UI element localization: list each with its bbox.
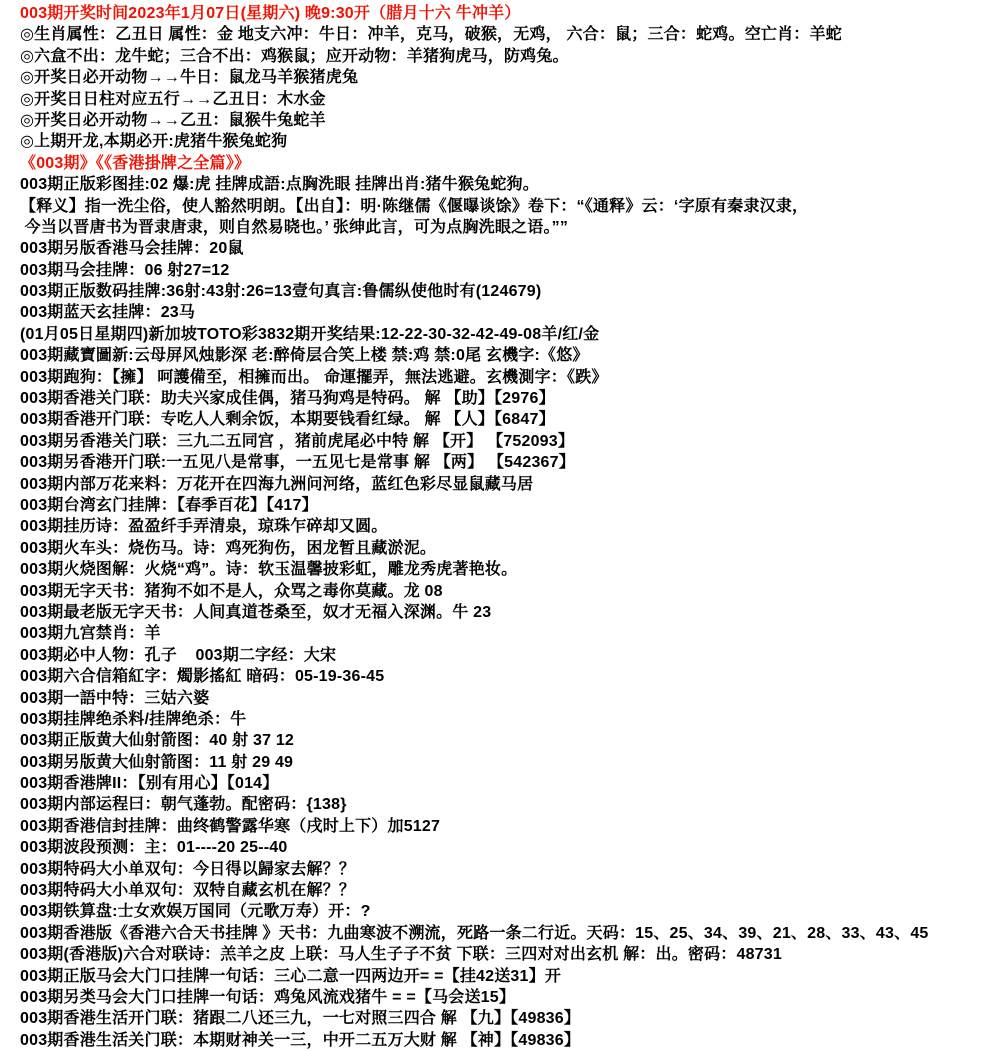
text-line: ◎开奖日必开动物→→乙丑：鼠猴牛兔蛇羊 xyxy=(20,111,326,129)
text-line: 003期正版数码挂牌:36射:43射:26=13壹句真言:鲁儒纵使他时有(124679) xyxy=(20,283,542,301)
text-line: 003期香港生活关门联：本期财神关一三，中开二五万大财 解 【神】【49836】 xyxy=(20,1031,581,1049)
text-line: 003期藏寶圖新:云母屏风烛影深 老:醉倚层合笑上楼 禁:鸡 禁:0尾 玄機字:《悠》 xyxy=(20,347,589,365)
text-line: 003期挂历诗：盈盈纤手弄清泉，琼珠乍碎却又圆。 xyxy=(20,518,388,536)
text-line: ◎开奖日必开动物→→牛日：鼠龙马羊猴猪虎兔 xyxy=(20,69,359,87)
highlight-title-line: 003期开奖时间2023年1月07日(星期六) 晚9:30开（腊月十六 牛冲羊） xyxy=(20,5,521,22)
text-line: 003期香港开门联：专吃人人剩余饭，本期要钱看红绿。 解 【人】【6847】 xyxy=(20,411,555,429)
text-line: 003期必中人物：孔子 003期二字经：大宋 xyxy=(20,646,337,664)
text-line: 003期跑狗：【擁】 呵護備至，相擁而出。 命運擺弄，無法逃避。玄機測字：《跌》 xyxy=(20,368,608,386)
text-line: 003期正版马会大门口挂牌一句话：三心二意一四两边开= =【挂42送31】开 xyxy=(20,967,562,985)
text-line: 003期挂牌绝杀料/挂牌绝杀：牛 xyxy=(20,710,247,728)
text-line: ◎上期开龙,本期必开:虎猪牛猴兔蛇狗 xyxy=(20,133,288,151)
text-line: 003期(香港版)六合对联诗：羔羊之皮 上联：马人生子子不贫 下联：三四对对出玄机 解：出。密码：48731 xyxy=(20,946,782,964)
text-line: ◎生肖属性：乙丑日 属性：金 地支六冲：牛日：冲羊，克马，破猴，无鸡， 六合：鼠；三合：蛇鸡。空亡肖：羊蛇 xyxy=(20,26,842,44)
text-line: 003期正版彩图挂:02 爆:虎 挂牌成語:点胸洗眼 挂牌出肖:猪牛猴兔蛇狗。 xyxy=(20,176,539,194)
text-line: 003期最老版无字天书：人间真道苍桑至，奴才无福入深渊。牛 23 xyxy=(20,603,492,621)
text-line: 003期铁算盘:士女欢娱万国同（元歌万寿）开：? xyxy=(20,903,371,921)
text-line: 003期另版香港马会挂牌：20鼠 xyxy=(20,240,244,258)
text-line: (01月05日星期四)新加坡TOTO彩3832期开奖结果:12-22-30-32-42-49-08羊/红/金 xyxy=(20,325,600,343)
text-line: 003期内部运程曰：朝气蓬勃。配密码：{138} xyxy=(20,796,347,814)
highlight-title-line: 《003期》《《香港掛牌之全篇》》 xyxy=(20,154,251,172)
text-line: 003期另版黄大仙射箭图：11 射 29 49 xyxy=(20,753,294,771)
text-line: 003期九宫禁肖：羊 xyxy=(20,625,161,643)
text-line: 003期另类马会大门口挂牌一句话：鸡兔风流戏猪牛 = =【马会送15】 xyxy=(20,988,516,1006)
text-line: 003期六合信箱紅字：燭影搖紅 暗码：05-19-36-45 xyxy=(20,668,385,686)
text-line: 003期香港版《香港六合天书挂牌 》天书：九曲寒波不溯流，死路一条二行近。天码：15、25、34、39、21、28、33、43、45 xyxy=(20,924,929,942)
text-line: 003期火烧图解：火烧“鸡”。诗：软玉温馨披彩虹，雕龙秀虎著艳妆。 xyxy=(20,561,518,579)
text-line: 003期另香港关门联：三九二五同宫 ，猪前虎尾必中特 解 【开】 【752093】 xyxy=(20,432,575,450)
text-line: 003期正版黄大仙射箭图：40 射 37 12 xyxy=(20,732,295,750)
text-line: 【释义】指一洗尘俗，使人豁然明朗。【出自】：明·陈继儒《偃曝谈馀》卷下：“《通释》云：‘字原有秦隶汉隶， xyxy=(20,197,809,215)
text-line: 003期香港牌II：【别有用心】【014】 xyxy=(20,775,279,793)
text-line: 003期一語中特：三姑六婆 xyxy=(20,689,210,707)
text-line: 003期火车头：烧伤马。诗：鸡死狗伤，困龙暂且藏淤泥。 xyxy=(20,539,437,557)
text-line: 003期蓝天玄挂牌：23马 xyxy=(20,304,196,322)
text-line: ◎开奖日日柱对应五行→→乙丑日：木水金 xyxy=(20,90,326,108)
text-line: 今当以晋唐书为晋隶唐隶，则自然易晓也。’ 张绅此言，可为点胸洗眼之语。”” xyxy=(20,218,569,236)
text-line: 003期另香港开门联:一五见八是常事，一五见七是常事 解 【两】 【542367】 xyxy=(20,454,575,472)
text-line: 003期特码大小单双句：今日得以歸家去解？？ xyxy=(20,860,356,878)
text-line: 003期香港生活开门联：猪跟二八还三九，一七对照三四合 解 【九】【49836】 xyxy=(20,1010,581,1028)
text-line: 003期香港关门联：助夫兴家成佳偶，猪马狗鸡是特码。 解 【助】【2976】 xyxy=(20,390,555,408)
text-line: ◎六盒不出：龙牛蛇；三合不出：鸡猴鼠；应开动物：羊猪狗虎马，防鸡兔。 xyxy=(20,47,569,65)
text-line: 003期香港信封挂牌：曲终鹤警露华寒（戌时上下）加5127 xyxy=(20,817,441,835)
text-line: 003期无字天书：猪狗不如不是人，众骂之毒你莫藏。龙 08 xyxy=(20,582,443,600)
text-line: 003期波段预测：主：01----20 25--40 xyxy=(20,839,288,857)
text-line: 003期马会挂牌：06 射27=12 xyxy=(20,261,230,279)
text-line: 003期台湾玄门挂牌：【春季百花】【417】 xyxy=(20,496,318,514)
text-line: 003期特码大小单双句：双特自藏玄机在解？？ xyxy=(20,882,356,900)
text-line: 003期内部万花来料：万花开在四海九洲问河络，蓝红色彩尽显鼠藏马居 xyxy=(20,475,534,493)
